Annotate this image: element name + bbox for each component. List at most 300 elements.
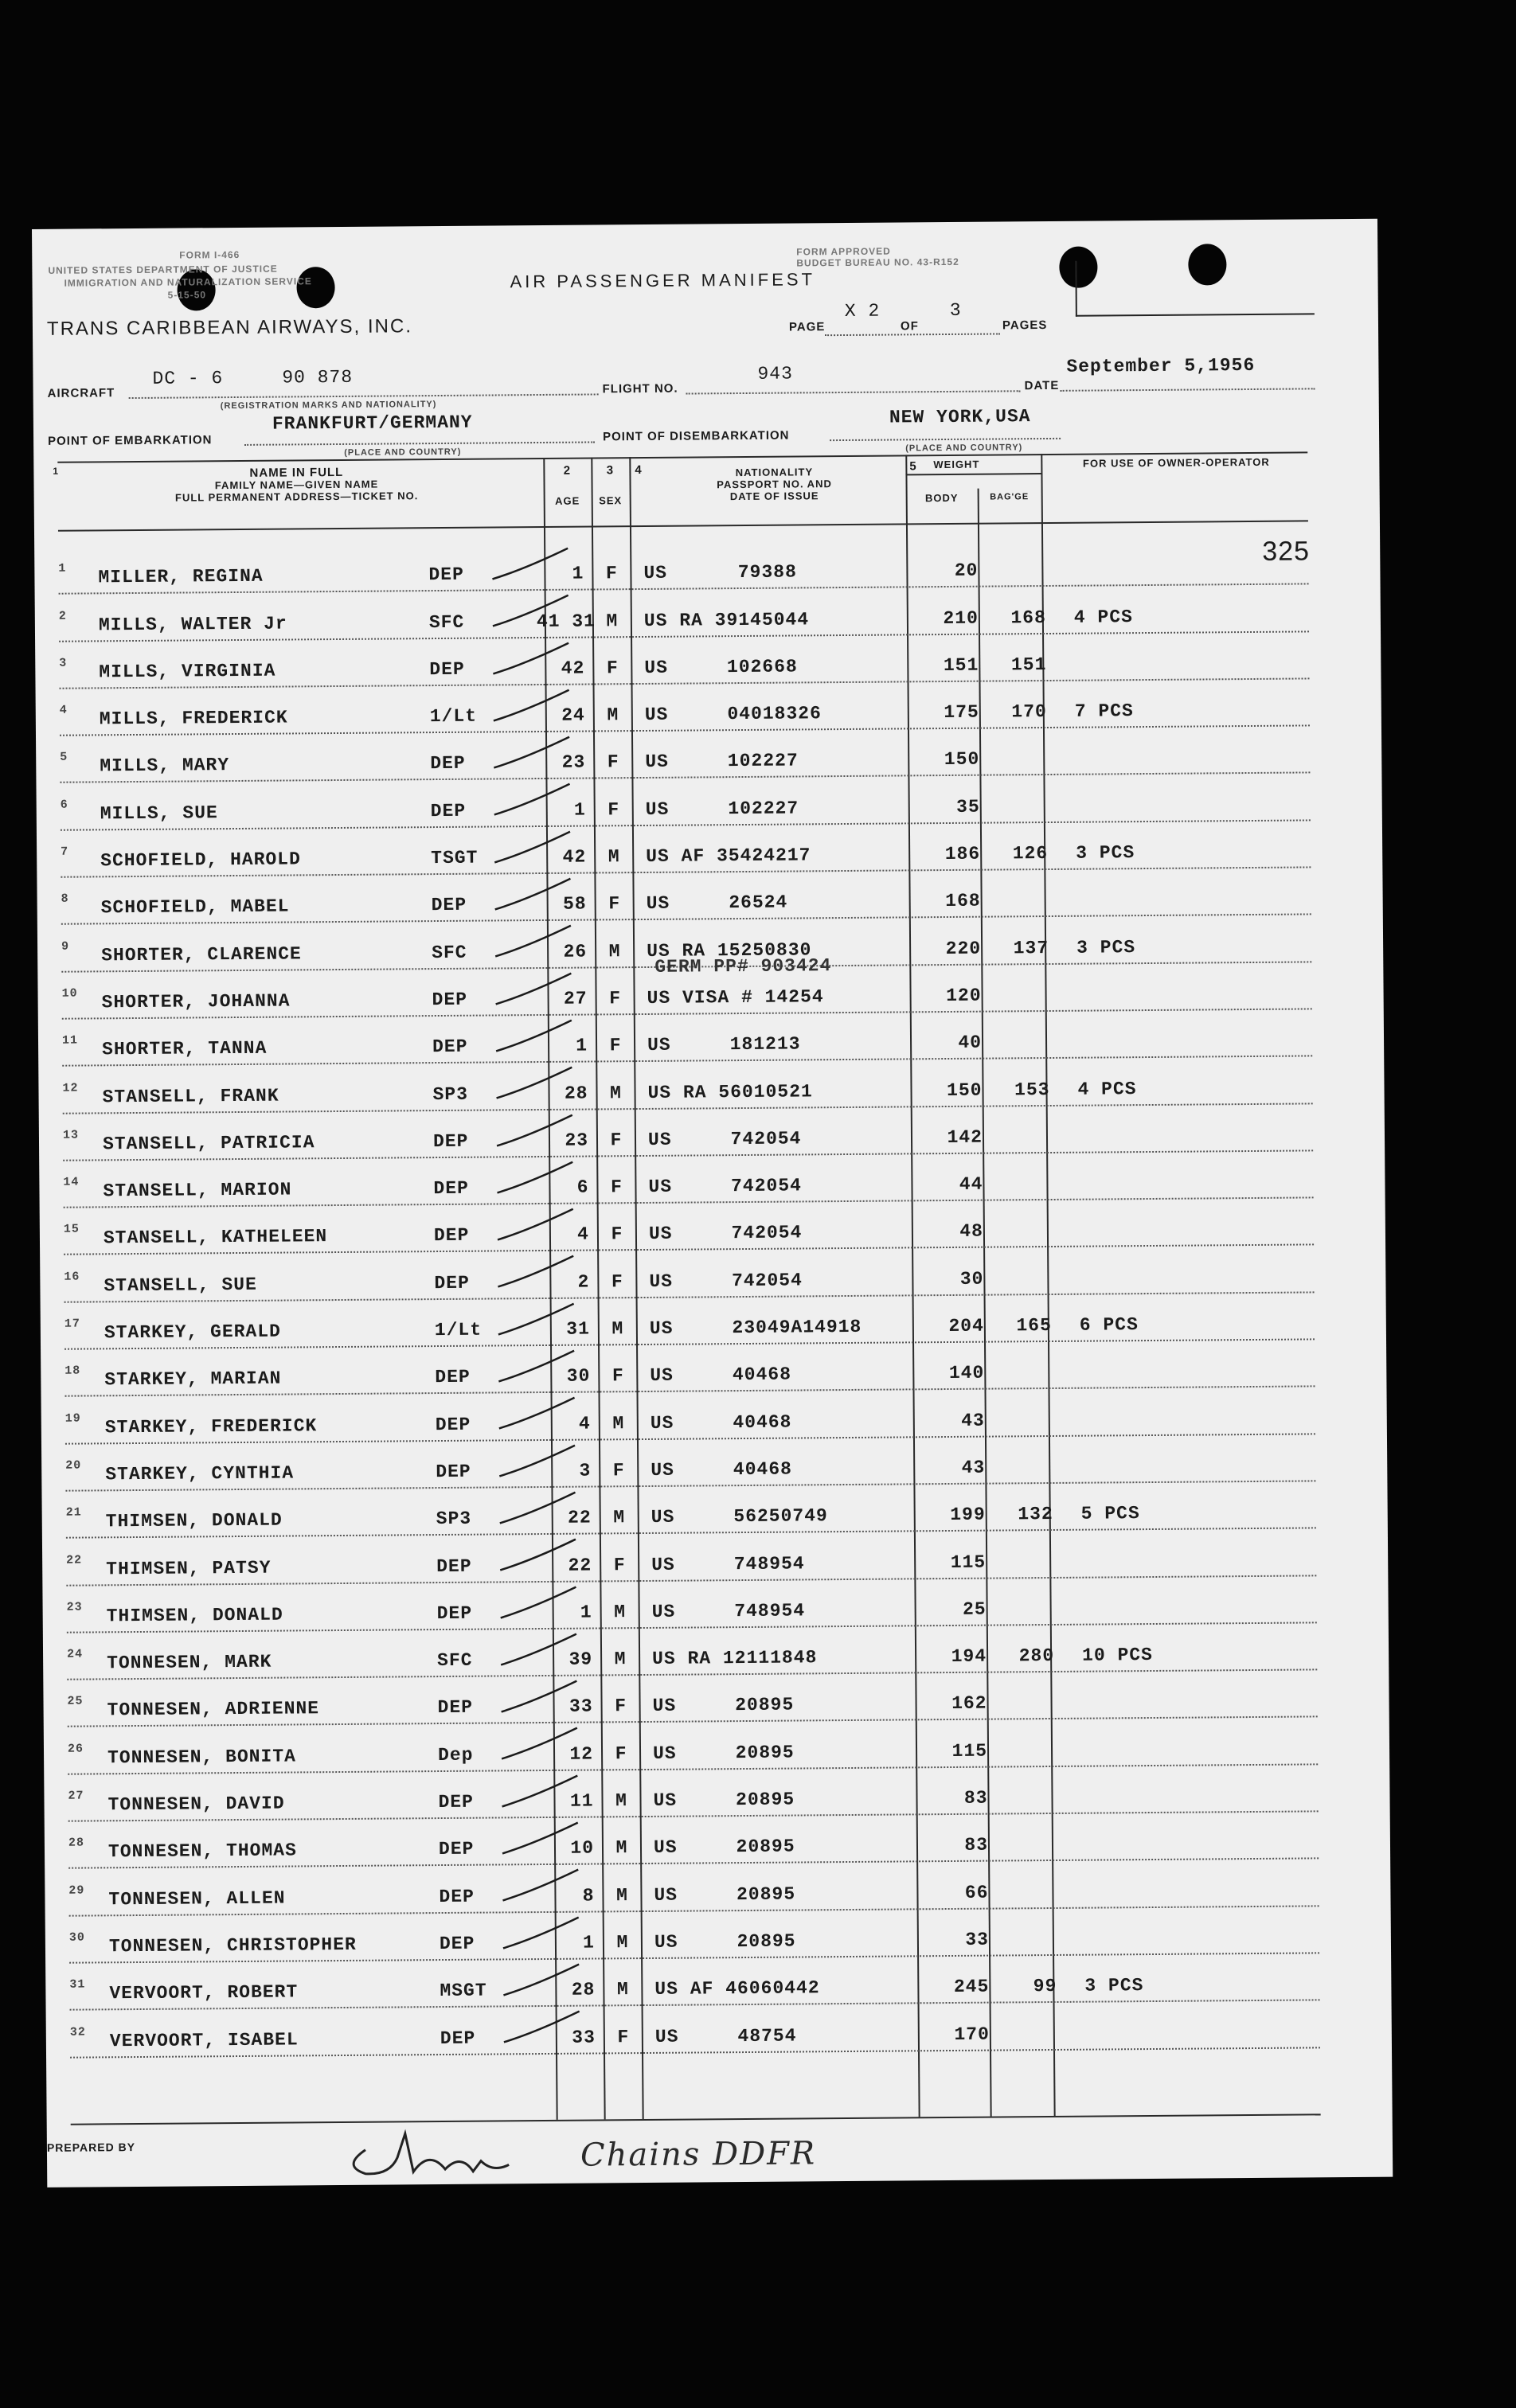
owner-note: 3 PCS [1076, 936, 1136, 958]
passenger-passport: US 742054 [649, 1270, 803, 1292]
passenger-name: MILLS, FREDERICK [99, 707, 288, 730]
passenger-sex: M [616, 1932, 629, 1953]
weight-subhead-rule [905, 473, 1041, 475]
passenger-age: 4 [578, 1413, 591, 1434]
page-underline [825, 333, 1000, 336]
col1-header [129, 465, 463, 505]
passenger-passport: US 748954 [651, 1552, 805, 1575]
passenger-sex: M [607, 704, 619, 726]
body-weight: 43 [961, 1410, 985, 1431]
passenger-rank: 1/Lt [434, 1319, 483, 1341]
embark-underline [244, 441, 595, 445]
baggage-weight [990, 1005, 1049, 1006]
body-weight: 30 [959, 1268, 984, 1290]
approved-line-2: BUDGET BUREAU NO. 43-R152 [796, 256, 959, 269]
date-value: September 5,1956 [1066, 354, 1256, 377]
punch-hole-3 [1059, 246, 1097, 287]
body-weight: 220 [945, 938, 982, 959]
passenger-rank: DEP [437, 1697, 474, 1719]
baggage-weight: 99 [1033, 1976, 1057, 1997]
passenger-name: TONNESEN, MARK [107, 1651, 272, 1674]
passenger-rank: SFC [428, 611, 465, 633]
passenger-passport: US 102227 [645, 750, 799, 773]
passenger-sex: F [611, 1270, 623, 1293]
passenger-age: 11 [569, 1790, 594, 1812]
passenger-rank: DEP [428, 564, 464, 586]
passenger-sex: M [615, 1884, 628, 1906]
passenger-passport: US 102668 [644, 656, 798, 678]
row-number: 22 [66, 1553, 83, 1567]
passenger-passport: US 48754 [654, 2025, 797, 2047]
passenger-sex: F [617, 2026, 630, 2047]
col4-line3: DATE OF ISSUE [729, 490, 819, 502]
row-number: 2 [58, 609, 67, 623]
passenger-name: TONNESEN, DAVID [107, 1793, 285, 1816]
pages-label: PAGES [1002, 318, 1048, 333]
passenger-passport: US AF 35424217 [646, 845, 811, 868]
passenger-passport: US 56250749 [651, 1505, 828, 1528]
passenger-passport: US 04018326 [644, 703, 822, 726]
passenger-passport: US 742054 [648, 1222, 803, 1245]
row-number: 5 [60, 751, 68, 765]
col2-num: 2 [563, 463, 572, 478]
passenger-sex: F [609, 1035, 622, 1056]
passenger-rank: DEP [433, 1225, 470, 1247]
body-weight: 140 [948, 1362, 985, 1384]
passenger-name: MILLS, WALTER Jr [98, 613, 287, 635]
body-weight: 151 [943, 654, 979, 676]
date-label: DATE [1024, 378, 1060, 393]
row-number: 30 [68, 1930, 85, 1945]
disembark-underline [830, 438, 1061, 441]
row-number: 1 [58, 561, 67, 576]
row-number: 7 [61, 845, 69, 859]
passenger-age: 39 [568, 1649, 593, 1670]
row-number: 10 [61, 986, 78, 1001]
row-number: 31 [69, 1977, 86, 1992]
row-number: 23 [66, 1600, 83, 1614]
passenger-sex: F [607, 751, 619, 773]
passenger-sex: F [606, 658, 619, 679]
passenger-age: 42 [562, 846, 587, 868]
passenger-age: 8 [582, 1885, 595, 1906]
passenger-sex: M [608, 940, 621, 962]
passenger-rank: SFC [437, 1649, 473, 1672]
passenger-sex: M [611, 1318, 624, 1340]
passenger-rank: 1/Lt [429, 705, 478, 728]
owner-note: 3 PCS [1084, 1975, 1144, 1996]
embark-value: FRANKFURT/GERMANY [272, 412, 473, 435]
passenger-rank: DEP [432, 1036, 468, 1058]
passenger-rank: DEP [438, 1791, 475, 1813]
col1-num: 1 [53, 465, 60, 477]
passenger-age: 33 [572, 2027, 596, 2048]
row-number: 13 [62, 1128, 80, 1142]
passenger-passport: US 20895 [653, 1836, 795, 1859]
passenger-name: THIMSEN, PATSY [106, 1557, 272, 1579]
signature-text: Chains DDFR [580, 2135, 817, 2174]
baggage-weight [988, 817, 1048, 818]
passenger-passport: US VISA # 14254 [647, 986, 824, 1009]
passenger-sex: M [615, 1837, 628, 1859]
baggage-weight [987, 580, 1046, 581]
passenger-age: 42 [561, 658, 585, 679]
row-number: 3 [59, 656, 68, 670]
body-weight: 245 [953, 1976, 990, 1998]
passenger-passport: US 748954 [651, 1600, 806, 1622]
baggage-weight [995, 1761, 1055, 1762]
dept-line-1: UNITED STATES DEPARTMENT OF JUSTICE [48, 263, 278, 276]
passenger-rank: DEP [439, 1933, 475, 1954]
passenger-age: 27 [563, 988, 588, 1009]
passenger-name: STARKEY, CYNTHIA [105, 1462, 295, 1485]
baggage-weight [991, 1289, 1051, 1290]
col5-num: 5 [909, 459, 917, 474]
passenger-sex: F [608, 893, 621, 915]
signature [342, 2123, 817, 2187]
baggage-weight [991, 1241, 1051, 1242]
row-number: 11 [61, 1033, 79, 1048]
owner-note: 5 PCS [1080, 1503, 1140, 1524]
baggage-weight [993, 1430, 1053, 1431]
passenger-rank: Dep [437, 1744, 474, 1766]
corner-bracket [1076, 313, 1315, 316]
passenger-age: 4 [577, 1224, 590, 1246]
passenger-age: 23 [565, 1130, 589, 1151]
passenger-age: 1 [573, 799, 586, 821]
passenger-sex: F [615, 1743, 627, 1765]
passenger-passport: US 742054 [648, 1175, 803, 1198]
embark-note: (PLACE AND COUNTRY) [344, 447, 462, 458]
passenger-sex: F [610, 1130, 623, 1151]
passenger-table [58, 537, 1320, 2058]
flight-underline [686, 390, 1021, 394]
passenger-passport: US 20895 [652, 1742, 795, 1764]
col4-header [654, 466, 893, 504]
passenger-sex: F [611, 1365, 624, 1387]
baggage-weight: 280 [1018, 1645, 1055, 1667]
owner-note: 7 PCS [1074, 701, 1134, 722]
airline-name: TRANS CARIBBEAN AIRWAYS, INC. [46, 315, 413, 340]
passenger-sex: F [613, 1554, 626, 1575]
body-weight: 35 [956, 796, 980, 818]
passenger-rank: DEP [433, 1177, 470, 1200]
passenger-sex: F [610, 1177, 623, 1198]
passenger-rank: DEP [430, 800, 467, 822]
row-number: 12 [62, 1081, 79, 1095]
passenger-name: SCHOFIELD, HAROLD [100, 849, 301, 872]
passenger-age: 23 [561, 752, 586, 774]
body-weight: 186 [944, 843, 981, 865]
flight-value: 943 [757, 363, 793, 384]
row-number: 18 [64, 1364, 81, 1379]
baggage-weight: 170 [1011, 701, 1047, 723]
passenger-rank: DEP [439, 1886, 475, 1907]
passenger-sex: F [615, 1696, 627, 1717]
passenger-name: VERVOORT, ROBERT [109, 1981, 299, 2004]
body-weight: 43 [961, 1457, 986, 1478]
passenger-name: STANSELL, FRANK [102, 1085, 279, 1107]
col3-num: 3 [606, 463, 615, 478]
passenger-age: 28 [571, 1979, 596, 2000]
row-number: 21 [65, 1505, 82, 1520]
baggage-weight: 132 [1018, 1504, 1053, 1525]
passenger-sex: M [614, 1602, 627, 1623]
disembark-label: POINT OF DISEMBARKATION [603, 428, 790, 444]
baggage-weight: 137 [1013, 937, 1049, 959]
passenger-name: TONNESEN, CHRISTOPHER [108, 1934, 357, 1957]
passenger-passport: US 20895 [654, 1930, 796, 1953]
passenger-age: 28 [564, 1083, 588, 1104]
passenger-name: VERVOORT, ISABEL [109, 2028, 299, 2051]
passenger-passport: US 20895 [654, 1883, 796, 1906]
passenger-name: MILLS, MARY [100, 755, 230, 777]
col5-bag: BAG'GE [990, 492, 1030, 502]
body-weight: 48 [959, 1221, 984, 1243]
passenger-sex: M [610, 1082, 623, 1103]
row-number: 17 [64, 1317, 80, 1331]
row-number: 32 [69, 2025, 86, 2039]
passenger-rank: DEP [440, 2027, 476, 2049]
passenger-sex: F [605, 563, 618, 584]
passenger-age: 1 [576, 1035, 588, 1056]
passenger-rank: DEP [429, 658, 465, 680]
col1-line1: NAME IN FULL [249, 465, 344, 480]
col4-line1: NATIONALITY [735, 466, 814, 479]
body-weight: 44 [959, 1173, 983, 1196]
passenger-rank: DEP [432, 989, 468, 1011]
col4-num: 4 [635, 462, 643, 478]
prepared-by-label: PREPARED BY [46, 2141, 136, 2154]
passenger-name: STARKEY, MARIAN [104, 1368, 282, 1391]
embark-label: POINT OF EMBARKATION [48, 433, 213, 448]
body-weight: 83 [964, 1834, 989, 1856]
passenger-name: MILLS, VIRGINIA [99, 660, 276, 683]
col2-label: AGE [555, 494, 580, 507]
passenger-sex: M [615, 1790, 628, 1812]
row-number: 15 [63, 1223, 80, 1237]
passenger-name: TONNESEN, THOMAS [107, 1840, 297, 1863]
passenger-rank: DEP [435, 1414, 471, 1435]
baggage-weight [992, 1383, 1052, 1384]
col5-label: WEIGHT [933, 458, 980, 471]
body-weight: 168 [945, 891, 981, 912]
punch-hole-2 [296, 267, 334, 308]
passenger-rank: DEP [436, 1602, 473, 1624]
baggage-weight [997, 1949, 1057, 1950]
passenger-passport: US 181213 [647, 1033, 801, 1056]
passenger-age: 12 [569, 1743, 594, 1765]
passenger-age: 1 [583, 1932, 596, 1953]
body-weight: 150 [947, 1079, 983, 1101]
aircraft-value: DC - 6 90 878 [152, 366, 354, 389]
passenger-rank: SP3 [432, 1083, 469, 1105]
body-weight: 170 [954, 2024, 990, 2045]
owner-note: 10 PCS [1082, 1645, 1154, 1666]
passenger-name: STANSELL, SUE [104, 1274, 257, 1297]
dept-line-2: IMMIGRATION AND NATURALIZATION SERVICE [64, 275, 312, 289]
approved-line-1: FORM APPROVED [796, 245, 891, 258]
baggage-weight [994, 1619, 1054, 1620]
passenger-age: 41 31 [536, 611, 596, 632]
col5-body: BODY [924, 491, 959, 505]
passenger-name: STANSELL, PATRICIA [102, 1132, 315, 1155]
passenger-passport: US RA 56010521 [647, 1080, 813, 1103]
of-label: OF [900, 319, 919, 334]
passenger-age: 10 [570, 1837, 595, 1860]
passenger-sex: F [612, 1460, 625, 1481]
passenger-rank: DEP [436, 1555, 472, 1577]
passenger-sex: F [611, 1224, 623, 1245]
passenger-name: STANSELL, KATHELEEN [103, 1226, 328, 1249]
body-weight: 142 [947, 1126, 983, 1148]
passenger-name: MILLS, SUE [100, 802, 218, 825]
passenger-name: SCHOFIELD, MABEL [100, 896, 290, 919]
passenger-age: 6 [576, 1177, 589, 1198]
passenger-passport: US RA 39145044 [643, 608, 810, 631]
col3-label: SEX [599, 494, 623, 507]
passenger-name: STARKEY, FREDERICK [104, 1415, 318, 1438]
passenger-rank: DEP [431, 895, 467, 916]
registration-note: (REGISTRATION MARKS AND NATIONALITY) [220, 400, 437, 412]
passenger-name: THIMSEN, DONALD [105, 1509, 283, 1532]
col1-line2: FAMILY NAME—GIVEN NAME [214, 478, 379, 492]
side-number: 325 [1262, 536, 1311, 567]
owner-note: 6 PCS [1079, 1314, 1139, 1336]
body-weight: 66 [964, 1882, 989, 1903]
body-weight: 115 [951, 1740, 988, 1762]
baggage-weight [991, 1194, 1051, 1195]
row-number: 9 [61, 939, 70, 954]
baggage-weight [998, 2043, 1057, 2044]
body-weight: 33 [965, 1929, 990, 1950]
passenger-sex: M [608, 846, 620, 868]
aircraft-label: AIRCRAFT [47, 386, 115, 400]
passenger-passport: US 23049A14918 [649, 1316, 862, 1339]
passenger-rank: SP3 [436, 1508, 472, 1530]
date-underline [1061, 388, 1315, 392]
form-number: FORM I-466 [179, 248, 240, 261]
passenger-passport: US RA 12111848 [652, 1647, 818, 1670]
passenger-name: STANSELL, MARION [103, 1179, 292, 1202]
flight-label: FLIGHT NO. [602, 381, 678, 396]
passenger-name: SHORTER, JOHANNA [101, 990, 291, 1013]
body-weight: 83 [963, 1787, 988, 1809]
row-number: 6 [60, 798, 68, 812]
baggage-weight: 168 [1010, 607, 1046, 628]
body-weight: 175 [944, 701, 979, 724]
passenger-passport: US 40468 [650, 1364, 792, 1387]
baggage-weight [990, 1147, 1050, 1148]
baggage-weight: 153 [1014, 1079, 1050, 1100]
passenger-name: SHORTER, CLARENCE [101, 943, 302, 966]
passenger-name: SHORTER, TANNA [101, 1037, 268, 1060]
body-weight: 20 [954, 560, 979, 582]
owner-note: 4 PCS [1077, 1078, 1137, 1100]
dept-line-3: 5-15-50 [167, 289, 207, 301]
body-weight: 120 [946, 985, 982, 1006]
passenger-age: 22 [568, 1555, 592, 1576]
passenger-age: 30 [566, 1365, 591, 1387]
passenger-age: 3 [579, 1460, 592, 1481]
passenger-rank: DEP [432, 1130, 469, 1152]
passenger-sex: F [609, 988, 622, 1009]
baggage-weight: 165 [1016, 1315, 1052, 1337]
passenger-name: STARKEY, GERALD [104, 1321, 282, 1344]
baggage-weight [994, 1572, 1053, 1573]
page-label: PAGE [788, 320, 826, 334]
col1-line3: FULL PERMANENT ADDRESS—TICKET NO. [174, 490, 419, 504]
row-number: 19 [64, 1411, 81, 1426]
passenger-passport: US 26524 [646, 892, 788, 915]
passenger-rank: DEP [436, 1461, 471, 1483]
baggage-weight [993, 1477, 1053, 1478]
disembark-note: (PLACE AND COUNTRY) [905, 443, 1023, 454]
row-number: 25 [67, 1694, 84, 1709]
passenger-age: 1 [572, 563, 584, 584]
owner-note: 3 PCS [1076, 842, 1135, 864]
body-weight: 115 [950, 1551, 987, 1573]
col6-label: FOR USE OF OWNER-OPERATOR [1082, 455, 1270, 470]
passenger-rank: MSGT [440, 1980, 487, 2002]
baggage-weight [990, 1052, 1049, 1053]
passenger-age: 31 [566, 1318, 590, 1340]
passenger-age: 2 [577, 1271, 590, 1293]
table-row [70, 2001, 1320, 2059]
body-weight: 25 [962, 1598, 987, 1620]
passenger-name: MILLER, REGINA [98, 566, 264, 588]
passenger-passport: US 79388 [643, 561, 797, 584]
row-number: 26 [67, 1742, 84, 1756]
page-value: X 2 [844, 300, 881, 322]
passenger-rank: DEP [430, 753, 466, 775]
passenger-age: 58 [562, 893, 587, 915]
manifest-sheet [32, 219, 1393, 2187]
passenger-passport: US 40468 [651, 1458, 793, 1481]
baggage-weight [987, 769, 1047, 770]
baggage-weight [995, 1713, 1055, 1714]
alt-passport-note: GERM PP# 903424 [654, 954, 832, 978]
row-number: 29 [68, 1883, 85, 1898]
passenger-rank: DEP [438, 1839, 475, 1860]
passenger-rank: DEP [435, 1367, 471, 1388]
of-value: 3 [949, 299, 962, 321]
passenger-sex: M [612, 1412, 625, 1434]
body-weight: 40 [958, 1032, 983, 1054]
passenger-name: TONNESEN, ADRIENNE [107, 1698, 320, 1721]
baggage-weight [996, 1808, 1056, 1809]
disembark-value: NEW YORK,USA [889, 406, 1031, 428]
body-weight: 150 [944, 749, 980, 771]
passenger-passport: US AF 46060442 [654, 1977, 820, 2000]
row-number: 20 [65, 1458, 82, 1473]
passenger-name: TONNESEN, BONITA [107, 1746, 297, 1769]
row-number: 14 [63, 1175, 80, 1189]
col4-line2: PASSPORT NO. AND [717, 478, 832, 491]
aircraft-underline [129, 393, 599, 399]
body-weight: 194 [951, 1645, 987, 1668]
passenger-passport: US 40468 [650, 1411, 792, 1434]
passenger-name: THIMSEN, DONALD [106, 1604, 283, 1627]
passenger-sex: M [606, 610, 619, 631]
row-number: 8 [61, 892, 69, 907]
table-head-rule [58, 520, 1308, 531]
owner-note: 4 PCS [1073, 606, 1133, 628]
passenger-passport: US 20895 [653, 1789, 795, 1811]
passenger-age: 33 [568, 1696, 593, 1718]
row-number: 4 [59, 703, 68, 717]
passenger-sex: M [614, 1649, 627, 1670]
